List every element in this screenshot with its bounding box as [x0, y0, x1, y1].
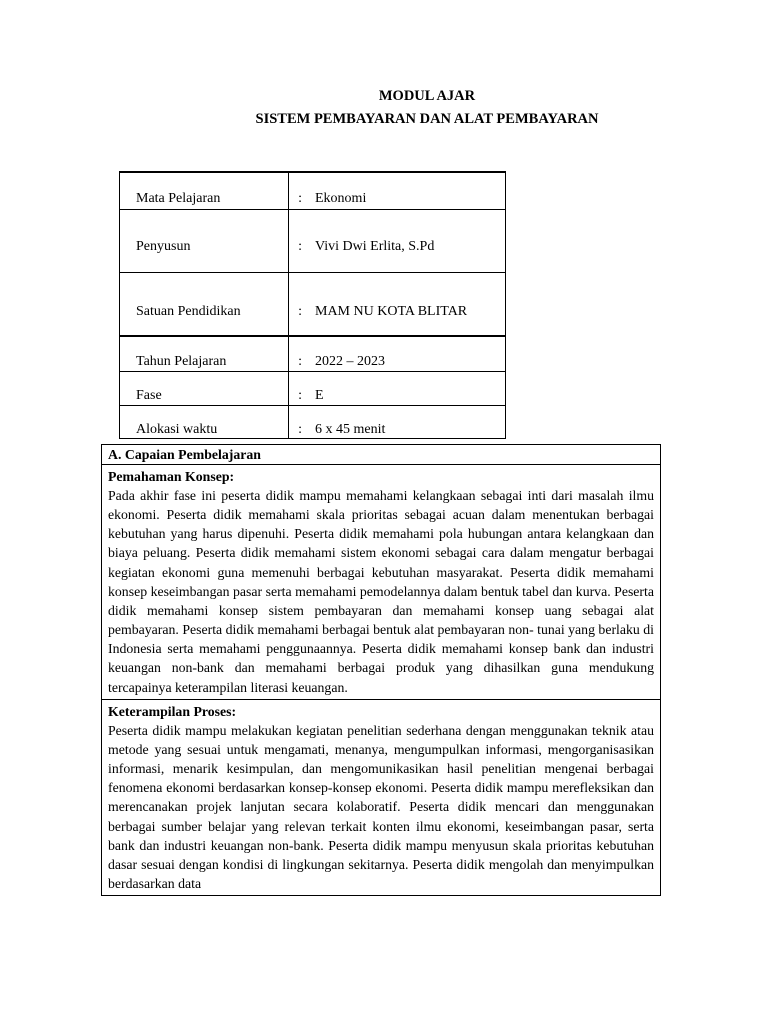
info-label: Satuan Pendidikan	[120, 273, 289, 337]
info-row-alokasi-waktu	[120, 406, 506, 439]
info-value: 6 x 45 menit	[305, 406, 506, 439]
section-paragraph: Pada akhir fase ini peserta didik mampu memahami kelangkaan sebagai inti dari masalah ilmu ekonomi. Peserta didik memahami skala prioritas sebagai acuan dalam menentukan berbagai kebutuhan yang harus dipenuhi. Peserta didik memahami pola hubungan antara kelangkaan dan biaya peluang. Peserta didik memahami sistem ekonomi sebagai cara dalam mengatur berbagai kegiatan ekonomi guna memenuhi berbagai kebutuhan masyarakat. Peserta didik memahami konsep keseimbangan pasar serta memahami pemodelannya dalam bentuk tabel dan kurva. Peserta didik memahami konsep sistem pembayaran dan memahami konsep uang sebagai alat pembayaran. Peserta didik memahami berbagai bentuk alat pembayaran non- tunai yang berlaku di Indonesia serta memahami penggunaannya. Peserta didik memahami konsep bank dan industri keuangan non-bank dan memahami berbagai produk yang dihasilkan guna mendukung tercapainya keterampilan literasi keuangan.	[108, 488, 654, 695]
document-subtitle: SISTEM PEMBAYARAN DAN ALAT PEMBAYARAN	[255, 111, 599, 127]
info-label: Fase	[120, 372, 289, 406]
info-row-fase	[120, 372, 506, 406]
info-label: Penyusun	[120, 210, 289, 273]
info-label: Alokasi waktu	[120, 406, 289, 439]
info-row-mata-pelajaran	[120, 172, 506, 210]
info-value: Ekonomi	[305, 172, 506, 210]
info-label: Tahun Pelajaran	[120, 336, 289, 372]
section-subtitle: Pemahaman Konsep:	[108, 469, 235, 484]
info-value: 2022 – 2023	[305, 336, 506, 372]
info-row-tahun-pelajaran	[120, 336, 506, 372]
info-separator: :	[289, 336, 306, 372]
info-row-penyusun	[120, 210, 506, 273]
section-subtitle: Keterampilan Proses:	[108, 703, 237, 719]
info-value: MAM NU KOTA BLITAR	[305, 273, 506, 337]
info-table	[119, 171, 506, 439]
info-separator: :	[289, 172, 306, 210]
info-separator: :	[289, 406, 306, 439]
section-paragraph: Peserta didik mampu melakukan kegiatan penelitian sederhana dengan menggunakan teknik atau metode yang sesuai untuk mengamati, menanya, mengumpulkan informasi, mengorganisasikan informasi, menarik kesimpulan, dan mengomunikasikan hasil penelitian mengenai berbagai fenomena ekonomi berdasarkan konsep-konsep ekonomi. Peserta didik mampu merefleksikan dan merencanakan projek lanjutan secara kolaboratif. Peserta didik mencari dan menggunakan berbagai sumber belajar yang relevan terkait konten ilmu ekonomi, keseimbangan pasar, serta bank dan industri keuangan non-bank. Peserta didik mampu menyusun skala prioritas kebutuhan dasar sesuai dengan kondisi di lingkungan sekitarnya. Peserta didik mengolah dan menyimpulkan berdasarkan data	[108, 722, 654, 891]
info-separator: :	[289, 210, 306, 273]
info-value: Vivi Dwi Erlita, S.Pd	[305, 210, 506, 273]
info-label: Mata Pelajaran	[120, 172, 289, 210]
info-separator: :	[289, 273, 306, 337]
info-row-satuan-pendidikan	[120, 273, 506, 337]
info-value: E	[305, 372, 506, 406]
info-separator: :	[289, 372, 306, 406]
keterampilan-proses-section	[102, 699, 660, 895]
document-title: MODUL AJAR	[378, 88, 476, 104]
capaian-pembelajaran-box	[101, 444, 661, 896]
pemahaman-konsep-section	[102, 465, 660, 699]
section-heading: A. Capaian Pembelajaran	[102, 445, 660, 465]
